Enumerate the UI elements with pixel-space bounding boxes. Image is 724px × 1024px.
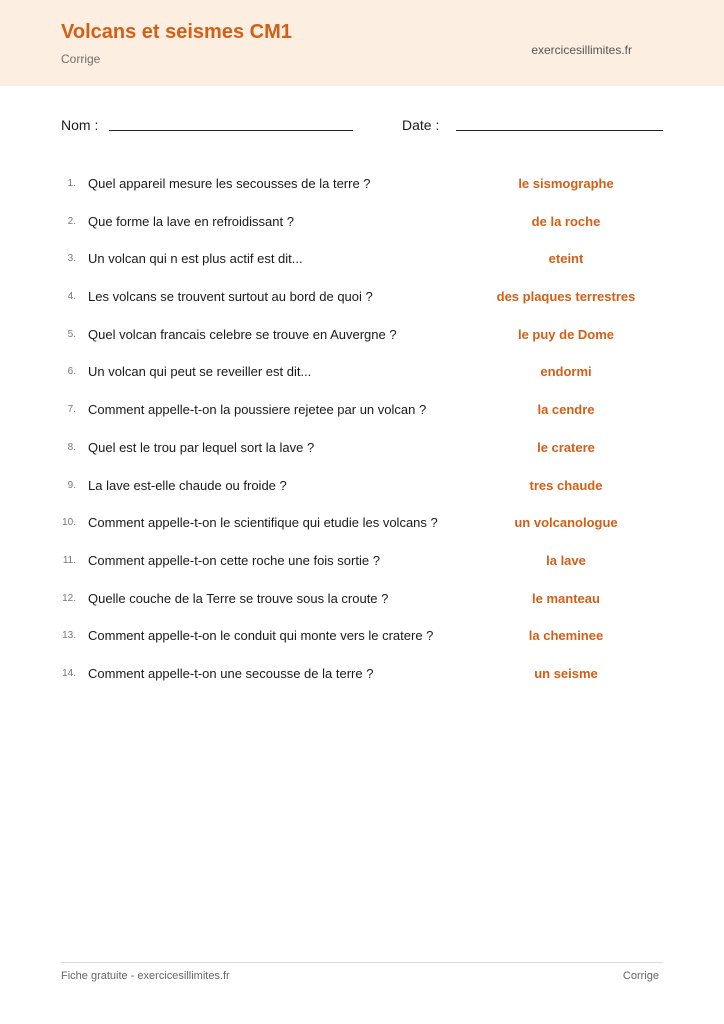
question-number: 14. (62, 667, 76, 679)
question-row (0, 503, 724, 541)
question-text: Quelle couche de la Terre se trouve sous la croute ? (88, 590, 389, 606)
question-text: Comment appelle-t-on cette roche une fois sortie ? (88, 552, 380, 568)
page-header (0, 0, 724, 86)
question-answer: des plaques terrestres (496, 289, 636, 305)
date-line (456, 130, 663, 131)
question-row (0, 428, 724, 466)
page-title: Volcans et seismes CM1 (61, 21, 292, 43)
question-number: 8. (67, 441, 76, 453)
question-answer: un seisme (534, 665, 598, 681)
question-number: 4. (67, 291, 76, 303)
question-text: Comment appelle-t-on le conduit qui monte vers le cratere ? (88, 628, 434, 644)
question-row (0, 202, 724, 240)
question-answer: le manteau (532, 590, 600, 606)
question-number: 1. (67, 178, 76, 189)
question-text: La lave est-elle chaude ou froide ? (88, 477, 287, 493)
name-line (109, 130, 353, 131)
question-row (0, 352, 724, 390)
site-name: exercicesillimites.fr (531, 43, 632, 57)
name-label: Nom : (61, 117, 99, 133)
question-list (0, 164, 724, 692)
question-number: 10. (62, 517, 76, 529)
question-row (0, 541, 724, 579)
question-row (0, 390, 724, 428)
question-number: 3. (67, 253, 76, 265)
question-text: Un volcan qui peut se reveiller est dit... (88, 364, 312, 380)
question-text: Comment appelle-t-on la poussiere rejetee par un volcan ? (88, 402, 427, 418)
footer-left-text: Fiche gratuite - exercicesillimites.fr (61, 970, 230, 982)
question-answer: le cratere (537, 439, 595, 455)
question-row (0, 239, 724, 277)
question-text: Comment appelle-t-on une secousse de la terre ? (88, 665, 374, 681)
question-answer: le puy de Dome (517, 326, 615, 342)
question-answer: la lave (546, 552, 586, 568)
question-number: 9. (67, 479, 76, 491)
question-answer: eteint (548, 251, 584, 267)
question-row (0, 315, 724, 353)
footer-divider (61, 962, 663, 963)
question-number: 5. (67, 328, 76, 340)
question-text: Quel volcan francais celebre se trouve en Auvergne ? (88, 326, 397, 342)
question-row (0, 466, 724, 504)
question-answer: la cendre (537, 402, 595, 418)
question-number: 12. (62, 592, 76, 604)
question-row (0, 654, 724, 692)
question-row (0, 579, 724, 617)
question-text: Que forme la lave en refroidissant ? (88, 213, 294, 229)
question-answer: de la roche (531, 213, 601, 229)
question-text: Les volcans se trouvent surtout au bord de quoi ? (88, 289, 373, 305)
page-subtitle: Corrige (61, 52, 101, 66)
question-text: Quel est le trou par lequel sort la lave ? (88, 439, 315, 455)
date-label: Date : (402, 117, 440, 133)
footer-right-text: Corrige (622, 970, 659, 982)
question-text: Un volcan qui n est plus actif est dit... (88, 251, 303, 267)
question-number: 13. (62, 630, 76, 642)
question-row (0, 277, 724, 315)
question-number: 2. (67, 215, 76, 227)
question-row (0, 164, 724, 202)
question-answer: le sismographe (518, 176, 614, 191)
question-answer: tres chaude (529, 477, 603, 493)
question-number: 6. (67, 366, 76, 378)
question-number: 11. (62, 554, 76, 566)
question-number: 7. (67, 404, 76, 416)
question-answer: un volcanologue (514, 515, 618, 531)
question-text: Quel appareil mesure les secousses de la terre ? (88, 176, 371, 191)
question-row (0, 616, 724, 654)
question-text: Comment appelle-t-on le scientifique qui etudie les volcans ? (88, 515, 438, 531)
question-answer: endormi (540, 364, 592, 380)
question-answer: la cheminee (528, 628, 604, 644)
